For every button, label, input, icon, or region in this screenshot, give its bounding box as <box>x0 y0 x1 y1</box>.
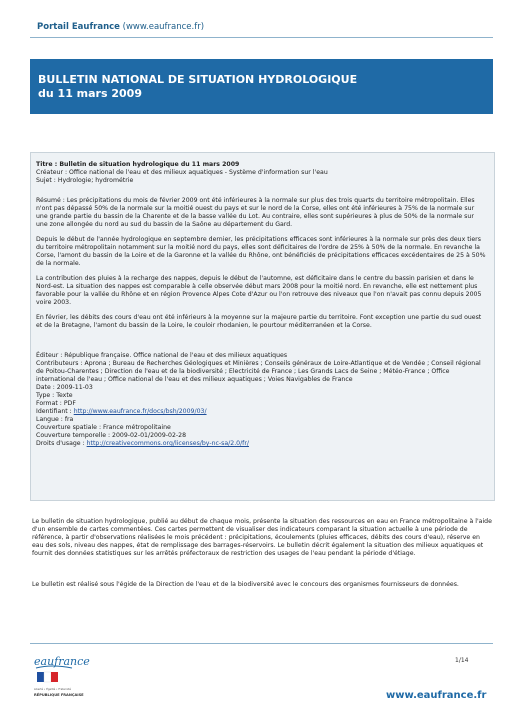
bulletin-title-line2: du 11 mars 2009 <box>38 87 142 100</box>
meta-type: Type : Texte <box>36 392 73 399</box>
meta-rights <box>36 440 487 448</box>
logo-republique: RÉPUBLIQUE FRANÇAISE <box>34 693 84 697</box>
eaufrance-logo <box>32 652 94 704</box>
bulletin-title <box>30 59 493 101</box>
identifier-link[interactable]: http://www.eaufrance.fr/docs/bsh/2009/03/ <box>73 408 207 415</box>
egide-paragraph: Le bulletin est réalisé sous l'égide de la Direction de l'eau et de la biodiversité avec le concours des organismes fournisseurs de données. <box>32 581 459 588</box>
meta-publisher: Éditeur : République française. Office national de l'eau et des milieux aquatiques <box>36 352 288 359</box>
header-divider <box>30 37 493 38</box>
meta-creator: Créateur : Office national de l'eau et des milieux aquatiques - Système d'information sur l'eau <box>36 169 328 176</box>
portal-label: Portail Eaufrance <box>37 22 120 32</box>
meta-summary-1: Résumé : Les précipitations du mois de février 2009 ont été inférieures à la normale sur plus des trois quarts du territoire métropolitain. Elles n'ont pas dépassé 50% de la normale sur la moitié ouest du pays et sur le nord de la Corse, elles ont été inférieures à 75% de la normale sur une grande partie du bassin de la Charente et de la basse vallée du Lot. Au contraire, elles sont supérieures à plus de 50% de la normale sur une zone allongée du nord au sud du bassin de la Saône au département du Gard. <box>36 197 475 228</box>
logo-wordmark: eaufrance <box>34 655 90 668</box>
meta-contributors: Contributeurs : Aprona ; Bureau de Recherches Géologiques et Minières ; Conseils généraux de Loire-Atlantique et de Vendée ; Conseil régional de Poitou-Charentes ; Direction de l'eau et de la biodiversité ; Electricité de France ; Les Grands Lacs de Seine ; Météo-France ; Office international de l'eau ; Office national de l'eau et des milieux aquatiques ; Voies Navigables de France <box>36 360 481 383</box>
meta-identifier-label: Identifiant : <box>36 408 74 415</box>
meta-identifier <box>36 408 487 416</box>
meta-rights-label: Droits d'usage : <box>36 440 87 447</box>
page-number: 1/14 <box>455 657 469 664</box>
bulletin-title-line1: BULLETIN NATIONAL DE SITUATION HYDROLOGIQUE <box>38 73 358 86</box>
meta-spatial-coverage: Couverture spatiale : France métropolitaine <box>36 424 171 431</box>
meta-temporal-coverage: Couverture temporelle : 2009-02-01/2009-02-28 <box>36 432 187 439</box>
meta-date: Date : 2009-11-03 <box>36 384 93 391</box>
meta-subject: Sujet : Hydrologie; hydrométrie <box>36 177 134 184</box>
intro-paragraph: Le bulletin de situation hydrologique, publié au début de chaque mois, présente la situation des ressources en eau en France métropolitaine à l'aide d'un ensemble de cartes commentées. Ces cartes permettent de visualiser des indicateurs comparant la situation actuelle à une période de référence, à partir d'observations réalisées le mois précédent : précipitations, écoulements (pluies efficaces, débits des cours d'eau), réserve en eau des sols, niveau des nappes, état de remplissage des barrages-réservoirs. Le bulletin décrit également la situation des milieux aquatiques et fournit des données statistiques sur les arrêtés préfectoraux de restriction des usages de l'eau pendant la période d'étiage. <box>32 518 492 557</box>
meta-title: Titre : Bulletin de situation hydrologique du 11 mars 2009 <box>36 161 240 168</box>
metadata-box <box>30 152 495 501</box>
logo-motto: Liberté • Égalité • Fraternité <box>34 688 71 691</box>
portal-link[interactable]: (www.eaufrance.fr) <box>122 22 205 32</box>
footer-site-link[interactable]: www.eaufrance.fr <box>386 690 487 701</box>
meta-language: Langue : fra <box>36 416 74 423</box>
license-link[interactable]: http://creativecommons.org/licenses/by-nc-sa/2.0/fr/ <box>86 440 249 447</box>
meta-summary-4: En février, les débits des cours d'eau ont été inférieurs à la moyenne sur la majeure partie du territoire. Font exception une partie du sud ouest et de la Bretagne, l'amont du bassin de la Loire, le couloir rhodanien, le pourtour méditerranéen et la Corse. <box>36 314 482 329</box>
portal-header <box>37 22 204 32</box>
meta-summary-2: Depuis le début de l'année hydrologique en septembre dernier, les précipitations efficaces sont inférieures à la normale sur près des deux tiers du territoire métropolitain notamment sur la moitié nord du pays, elles sont déficitaires de l'ordre de 25% à 50% de la normale. En revanche la Corse, l'amont du bassin de la Loire et de la Garonne et la vallée du Rhône, ont bénéficiés de précipitations efficaces excédentaires de 25 à 50% de la normale. <box>36 236 486 267</box>
meta-summary-3: La contribution des pluies à la recharge des nappes, depuis le début de l'automne, est déficitaire dans le centre du bassin parisien et dans le Nord-est. La situation des nappes est comparable à celle observée début mars 2008 pour la moitié nord. En revanche, elle est nettement plus favorable pour la vallée du Rhône et en région Provence Alpes Cote d'Azur ou l'on retrouve des niveaux que l'on n'avait pas connu depuis 2005 voire 2003. <box>36 275 482 306</box>
logo-graphic <box>32 652 94 704</box>
footer-divider <box>30 643 493 644</box>
meta-format: Format : PDF <box>36 400 76 407</box>
title-banner <box>30 59 493 114</box>
